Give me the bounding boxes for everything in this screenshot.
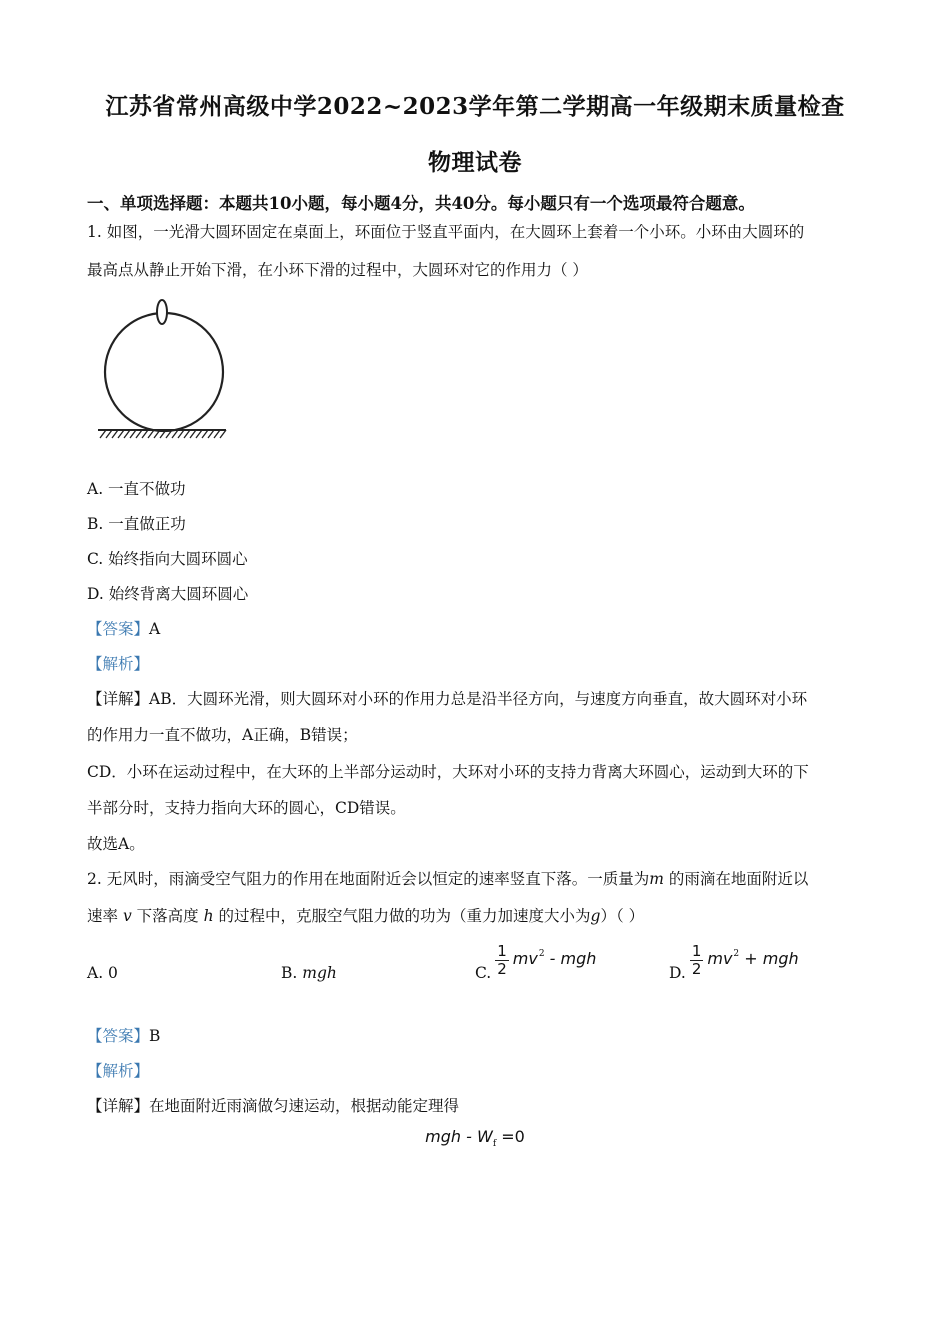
q1-answer — [87, 617, 877, 639]
fraction-half: $\frac{1}{2}$ — [691, 941, 702, 978]
large-ring — [105, 313, 223, 431]
answer-tag: 【答案】 — [87, 1027, 150, 1045]
q2-stem-line1: 2. 无风时，雨滴受空气阻力的作用在地面附近会以恒定的速率竖直下落。一质量为m 的雨滴在地面附近以 — [87, 870, 809, 888]
detail-text: 在地面附近雨滴做匀速运动，根据动能定理得 — [149, 1097, 460, 1115]
var-h: h — [203, 907, 214, 925]
ring-diagram — [96, 296, 231, 446]
q2-option-a: A. 0 — [87, 964, 118, 982]
q1-option-d: D. 始终背离大圆环圆心 — [87, 585, 249, 603]
q1-detail-line4: 半部分时，支持力指向大环的圆心，CD错误。 — [87, 799, 406, 817]
q1-stem-line1: 1. 如图，一光滑大圆环固定在桌面上，环面位于竖直平面内，在大圆环上套着一个小环。小环由大圆环的 — [87, 223, 805, 241]
var-g: g — [590, 907, 601, 925]
var-m: m — [649, 870, 664, 888]
q1-option-c: C. 始终指向大圆环圆心 — [87, 550, 248, 568]
answer-value: B — [149, 1027, 161, 1045]
q1-option-b: B. 一直做正功 — [87, 515, 186, 533]
q2-analysis — [87, 1059, 877, 1081]
q2-option-b: B. mgh — [281, 964, 337, 982]
q1-detail-line3: CD．小环在运动过程中，在大环的上半部分运动时，大环对小环的支持力背离大环圆心，运动到大环的下 — [87, 763, 809, 781]
section-heading: 一、单项选择题：本题共10小题，每小题4分，共40分。每小题只有一个选项最符合题意。 — [87, 194, 755, 213]
ring-figure — [96, 296, 231, 450]
answer-tag: 【答案】 — [87, 620, 150, 638]
detail-tag: 【详解】 — [87, 1097, 150, 1115]
q2-option-d: D. $\frac{1}{2}$ $mv^2$ + mgh — [669, 941, 799, 982]
analysis-tag: 【解析】 — [87, 1062, 150, 1080]
q1-option-a: A. 一直不做功 — [87, 480, 186, 498]
q1-conclusion: 故选A。 — [87, 835, 145, 853]
var-v: v — [122, 907, 132, 925]
q1-detail-line2: 的作用力一直不做功，A正确，B错误； — [87, 726, 358, 744]
q2-answer — [87, 1024, 877, 1046]
q2-option-c: C. $\frac{1}{2}$ $mv^2$ - mgh — [475, 941, 597, 982]
detail-tag: 【详解】 — [87, 690, 150, 708]
exam-title-line1: 江苏省常州高级中学2022~2023学年第二学期高一年级期末质量检查 — [105, 93, 845, 120]
exam-title-line2: 物理试卷 — [428, 149, 522, 176]
q2-equation: mgh - $W_f =0$ — [425, 1127, 525, 1149]
q1-analysis — [87, 652, 877, 674]
answer-value: A — [149, 620, 161, 638]
analysis-tag: 【解析】 — [87, 655, 150, 673]
q1-stem-line2: 最高点从静止开始下滑，在小环下滑的过程中，大圆环对它的作用力（ ） — [87, 261, 588, 279]
fraction-half: $\frac{1}{2}$ — [497, 941, 507, 978]
q2-stem-line2: 速率 v 下落高度 h 的过程中，克服空气阻力做的功为（重力加速度大小为g）（ ） — [87, 907, 645, 925]
q2-detail — [87, 1094, 877, 1116]
q1-detail-line1 — [87, 687, 877, 709]
detail-text: AB．大圆环光滑，则大圆环对小环的作用力总是沿半径方向，与速度方向垂直，故大圆环对小环 — [149, 690, 808, 708]
small-ring — [157, 300, 167, 324]
